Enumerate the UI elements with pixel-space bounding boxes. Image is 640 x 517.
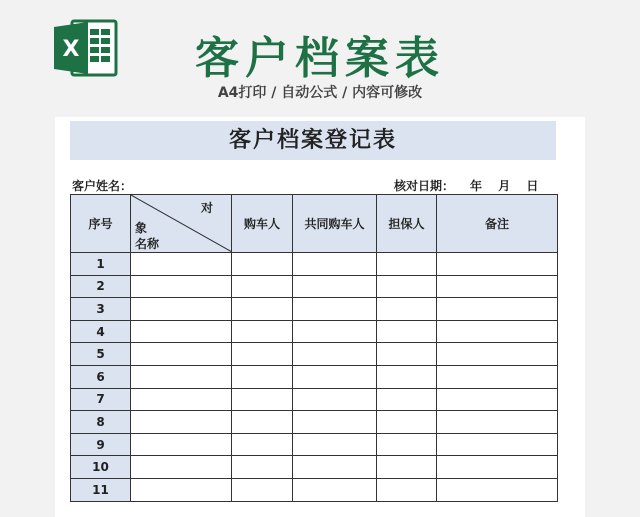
page-title: 客户档案表 (195, 33, 445, 84)
cell[interactable] (232, 253, 293, 276)
table-body (71, 253, 558, 502)
diag-label-top: 对 (200, 201, 213, 215)
col-header-guarantor: 担保人 (377, 195, 437, 253)
cell[interactable] (377, 320, 437, 343)
cell[interactable] (437, 411, 558, 434)
cell[interactable] (377, 298, 437, 321)
row-number: 9 (71, 433, 131, 456)
cell[interactable] (232, 411, 293, 434)
diag-label-mid: 象 (135, 221, 148, 235)
col-header-index: 序号 (71, 195, 131, 253)
check-date (394, 177, 538, 194)
cell[interactable] (437, 298, 558, 321)
cell[interactable] (293, 411, 377, 434)
cell[interactable] (232, 456, 293, 479)
cell[interactable] (437, 388, 558, 411)
cell[interactable] (437, 433, 558, 456)
table-row (71, 365, 558, 388)
table-row (71, 411, 558, 434)
cell[interactable] (293, 478, 377, 501)
cell[interactable] (377, 478, 437, 501)
table-row (71, 275, 558, 298)
diag-label-bottom: 名称 (135, 237, 160, 251)
cell[interactable] (437, 478, 558, 501)
cell[interactable] (437, 275, 558, 298)
cell[interactable] (293, 388, 377, 411)
logo-letter: X (62, 37, 80, 62)
form-title: 客户档案登记表 (70, 121, 556, 160)
table-row (71, 343, 558, 366)
cell[interactable] (131, 343, 232, 366)
row-number: 7 (71, 388, 131, 411)
cell[interactable] (232, 365, 293, 388)
cell[interactable] (131, 411, 232, 434)
cell[interactable] (377, 411, 437, 434)
cell[interactable] (293, 320, 377, 343)
cell[interactable] (131, 320, 232, 343)
cell[interactable] (293, 365, 377, 388)
check-date-label: 核对日期： (394, 179, 455, 193)
table-row (71, 320, 558, 343)
cell[interactable] (232, 343, 293, 366)
page-subtitle: A4打印 / 自动公式 / 内容可修改 (217, 85, 423, 101)
cell[interactable] (437, 253, 558, 276)
row-number: 8 (71, 411, 131, 434)
cell[interactable] (293, 298, 377, 321)
table-row (71, 298, 558, 321)
table-row (71, 478, 558, 501)
cell[interactable] (293, 433, 377, 456)
cell[interactable] (293, 343, 377, 366)
cell[interactable] (437, 365, 558, 388)
customer-table (70, 194, 558, 502)
row-number: 2 (71, 275, 131, 298)
col-header-remark: 备注 (437, 195, 558, 253)
cell[interactable] (131, 456, 232, 479)
cell[interactable] (293, 253, 377, 276)
row-number: 10 (71, 456, 131, 479)
row-number: 11 (71, 478, 131, 501)
table-row (71, 433, 558, 456)
cell[interactable] (377, 275, 437, 298)
cell[interactable] (293, 275, 377, 298)
cell[interactable] (131, 298, 232, 321)
table-row (71, 253, 558, 276)
cell[interactable] (131, 478, 232, 501)
cell[interactable] (437, 456, 558, 479)
cell[interactable] (131, 275, 232, 298)
cell[interactable] (377, 456, 437, 479)
cell[interactable] (293, 456, 377, 479)
customer-name-label: 客户姓名： (72, 179, 133, 193)
cell[interactable] (377, 253, 437, 276)
col-header-buyer: 购车人 (232, 195, 293, 253)
table-row (71, 456, 558, 479)
cell[interactable] (232, 275, 293, 298)
row-number: 6 (71, 365, 131, 388)
cell[interactable] (232, 478, 293, 501)
cell[interactable] (232, 433, 293, 456)
cell[interactable] (232, 388, 293, 411)
cell[interactable] (131, 253, 232, 276)
cell[interactable] (131, 433, 232, 456)
cell[interactable] (131, 388, 232, 411)
cell[interactable] (232, 320, 293, 343)
cell[interactable] (131, 365, 232, 388)
row-number: 3 (71, 298, 131, 321)
cell[interactable] (437, 343, 558, 366)
cell[interactable] (377, 365, 437, 388)
row-number: 5 (71, 343, 131, 366)
cell[interactable] (232, 298, 293, 321)
table-row (71, 388, 558, 411)
date-parts: 年 月 日 (470, 179, 539, 193)
cell[interactable] (377, 433, 437, 456)
cell[interactable] (377, 343, 437, 366)
col-header-diagonal (131, 195, 232, 253)
row-number: 1 (71, 253, 131, 276)
cell[interactable] (437, 320, 558, 343)
col-header-cobuyer: 共同购车人 (293, 195, 377, 253)
row-number: 4 (71, 320, 131, 343)
cell[interactable] (377, 388, 437, 411)
